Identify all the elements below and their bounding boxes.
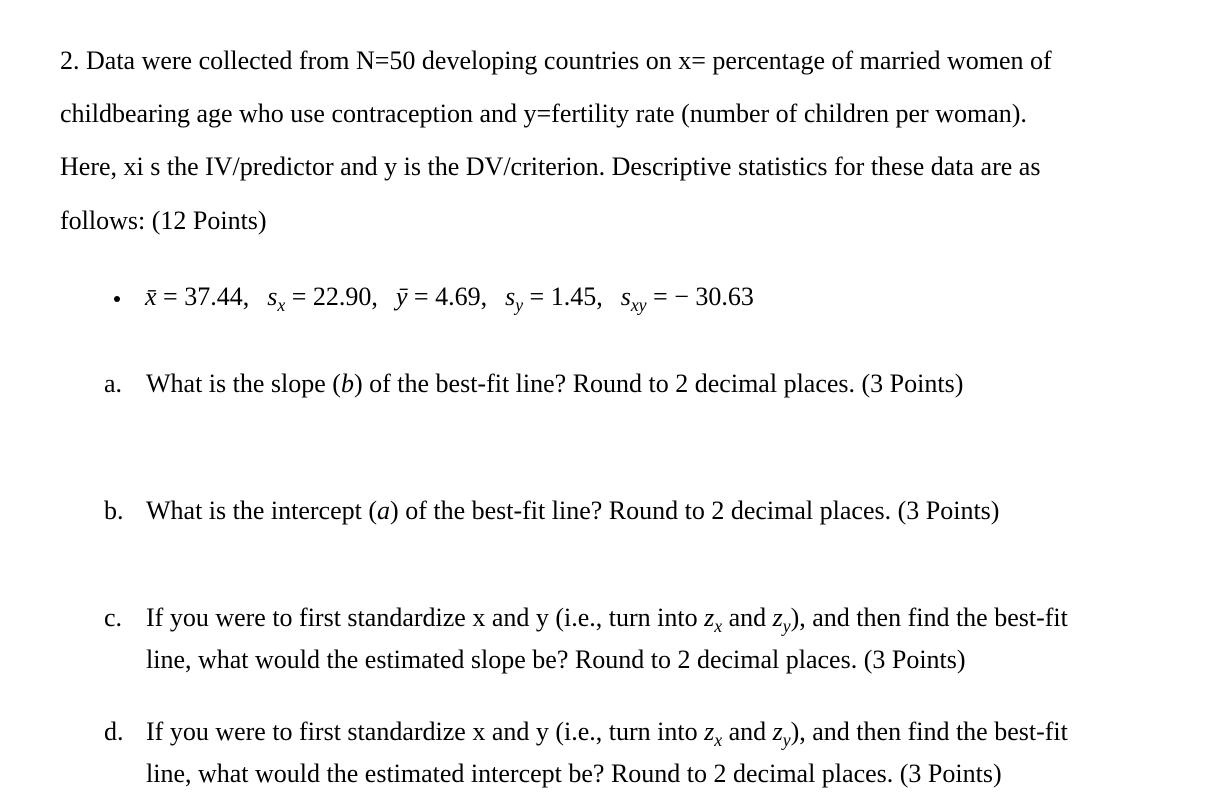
question-d-marker: d. (104, 717, 124, 746)
question-d-zx-subscript: x (714, 729, 723, 750)
question-c-zy-symbol: z (772, 603, 783, 632)
question-c-zx-subscript: x (714, 615, 723, 636)
question-a-var: b (340, 369, 354, 398)
sy-symbol: s (505, 282, 516, 311)
sxy-subscript: xy (630, 294, 647, 315)
problem-line-3: Here, xi s the IV/predictor and y is the DV/criterion. Descriptive statistics for these data are as (60, 152, 1041, 181)
question-b-var: a (377, 496, 391, 525)
ybar-value: = 4.69, (413, 282, 488, 311)
sx-subscript: x (277, 294, 286, 315)
question-b-text (146, 497, 999, 526)
question-c-marker: c. (104, 603, 123, 632)
problem-line-1: 2. Data were collected from N=50 developing countries on x= percentage of married women of (60, 46, 1052, 75)
question-d-zy-symbol: z (772, 717, 783, 746)
question-d-line-2: line, what would the estimated intercept be? Round to 2 decimal places. (3 Points) (146, 759, 1002, 788)
question-a-before: What is the slope ( (146, 369, 341, 398)
xbar-value: = 37.44, (163, 282, 250, 311)
xbar-symbol: x̄ (145, 282, 157, 311)
question-d-zy-subscript: y (782, 729, 791, 750)
question-c-mid: and (722, 603, 773, 632)
question-a-marker: a. (104, 369, 123, 398)
question-c-before: If you were to first standardize x and y (i.e., turn into (146, 603, 705, 632)
sy-value: = 1.45, (529, 282, 603, 311)
question-c-line-1 (146, 603, 1068, 636)
question-d-zx-symbol: z (704, 717, 715, 746)
question-d-mid: and (722, 717, 773, 746)
problem-line-4: follows: (12 Points) (60, 206, 267, 235)
question-c-zx-symbol: z (704, 603, 715, 632)
problem-line-2: childbearing age who use contraception and y=fertility rate (number of children per woman). (60, 99, 1027, 128)
descriptive-stats (145, 282, 754, 315)
sxy-symbol: s (620, 282, 631, 311)
question-c-after: ), and then find the best-fit (790, 603, 1068, 632)
question-a-text (146, 370, 963, 399)
sx-symbol: s (267, 282, 278, 311)
bullet-icon (114, 296, 120, 302)
question-c-line-2: line, what would the estimated slope be? Round to 2 decimal places. (3 Points) (146, 645, 966, 674)
sx-value: = 22.90, (291, 282, 378, 311)
question-b-after: ) of the best-fit line? Round to 2 decimal places. (3 Points) (390, 496, 1000, 525)
question-a-after: ) of the best-fit line? Round to 2 decimal places. (3 Points) (353, 369, 964, 398)
question-d-after: ), and then find the best-fit (790, 717, 1068, 746)
question-d-before: If you were to first standardize x and y (i.e., turn into (146, 717, 705, 746)
ybar-symbol: ȳ (395, 282, 408, 311)
question-c-zy-subscript: y (782, 615, 791, 636)
sxy-value: = − 30.63 (653, 282, 754, 311)
sy-subscript: y (515, 294, 524, 315)
question-b-marker: b. (104, 496, 124, 525)
question-d-line-1 (146, 717, 1068, 750)
question-b-before: What is the intercept ( (146, 496, 378, 525)
